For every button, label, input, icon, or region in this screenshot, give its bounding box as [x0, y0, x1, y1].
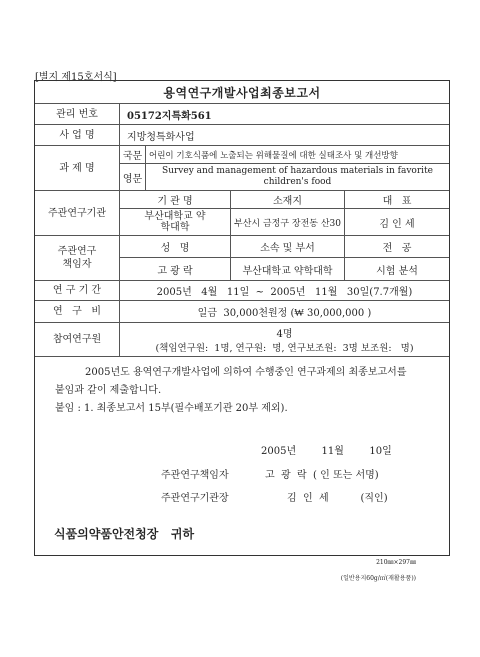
form-title: 용역연구개발사업최종보고서 [163, 85, 321, 100]
addressee: 식품의약품안전청장 귀하 [54, 527, 195, 541]
lead-header-name: 성 명 [120, 236, 231, 258]
lead-header-major: 전 공 [345, 236, 449, 258]
subject-label: 과 제 명 [35, 146, 120, 190]
report-form [34, 80, 450, 556]
org-label: 주관연구기관 [35, 191, 120, 235]
paper-size: 210㎜×297㎜ [376, 559, 416, 566]
project-row [35, 125, 449, 146]
org-name: 부산대학교 약학대학 [120, 209, 231, 235]
body-line-1: 2005년도 용역연구개발사업에 의하여 수행중인 연구과제의 최종보고서를 [85, 367, 407, 378]
lead-name: 고 광 락 [120, 258, 231, 280]
org-row [35, 191, 449, 236]
subject-ko-value: 어린이 기호식품에 노출되는 위해물질에 대한 실태조사 및 개선방향 [146, 146, 449, 164]
submission-date: 2005년 11월 10일 [261, 446, 392, 457]
project-label: 사 업 명 [35, 125, 120, 145]
org-address: 부산시 금정구 장전동 산30 [231, 209, 345, 235]
form-label: [별지 제15호서식] [35, 72, 117, 83]
researchers-label: 참여연구원 [35, 323, 120, 356]
budget-label: 연 구 비 [35, 301, 120, 322]
subject-ko-tag: 국문 [120, 146, 146, 164]
body-line-2: 붙임과 같이 제출합니다. [55, 385, 162, 396]
org-rep: 김 인 세 [379, 218, 415, 230]
subject-en-value: Survey and management of hazardous materials in favorite children's food [162, 166, 433, 187]
title-row [35, 81, 449, 104]
subject-en-tag: 영문 [120, 164, 146, 190]
lead-header-affiliation: 소속 및 부서 [231, 236, 345, 258]
lead-role-label: 주관연구책임자 [161, 470, 229, 481]
subject-row [35, 146, 449, 191]
researchers-detail: (책임연구원: 1명, 연구원: 명, 연구보조원: 3명 보조원: 명) [155, 343, 414, 354]
budget-value: 일금 30,000천원정 (₩ 30,000,000 ) [197, 308, 372, 319]
lead-label: 주관연구 책임자 [35, 236, 120, 280]
budget-row [35, 301, 449, 323]
period-row [35, 281, 449, 301]
paper-note: (일반용지60g/㎡(재활용품)) [340, 575, 416, 582]
project-value: 지방청특화사업 [127, 131, 195, 143]
lead-major: 시험 분석 [376, 265, 418, 277]
lead-affiliation: 부산대학교 약학대학 [231, 258, 345, 280]
mgmt-no-row [35, 104, 449, 125]
researchers-count: 4명 [276, 328, 293, 340]
org-header-rep: 대 표 [345, 191, 449, 209]
org-header-address: 소재지 [231, 191, 345, 209]
org-header-name: 기 관 명 [120, 191, 231, 209]
period-value: 2005년 4월 11일 ~ 2005년 11월 30일(7.7개월) [156, 287, 413, 298]
mgmt-no-label: 관리 번호 [35, 104, 120, 124]
mgmt-no-value: 05172지특화561 [127, 110, 212, 122]
head-role-label: 주관연구기관장 [161, 493, 229, 504]
period-label: 연 구 기 간 [35, 281, 120, 300]
lead-row [35, 236, 449, 281]
head-signature: 김 인 세 (직인) [287, 493, 388, 504]
researchers-row [35, 323, 449, 357]
lead-signature: 고 광 락 ( 인 또는 서명) [265, 470, 379, 481]
attachment-note: 붙임 : 1. 최종보고서 15부(필수배포기관 20부 제외). [55, 403, 288, 414]
